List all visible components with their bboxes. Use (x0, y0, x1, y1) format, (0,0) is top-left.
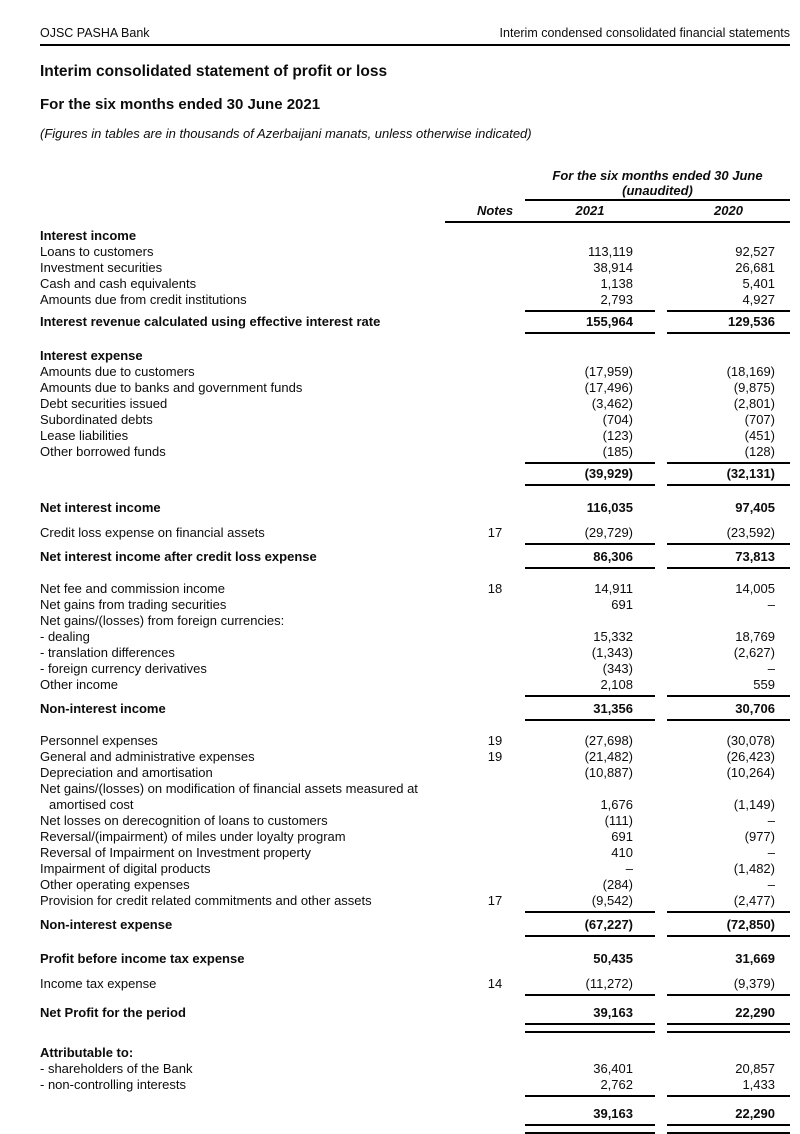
statement-row (40, 613, 790, 629)
period-header: For the six months ended 30 June (unaudited) (525, 168, 790, 198)
row-label: Attributable to: (40, 1045, 134, 1060)
row-label: General and administrative expenses (40, 749, 255, 764)
value-2021: 2,108 (600, 677, 633, 692)
value-2021: 39,163 (593, 1005, 633, 1020)
value-2020: (23,592) (726, 525, 775, 540)
value-2021: 2,762 (600, 1077, 633, 1092)
statement-row (40, 314, 790, 330)
value-2020: (26,423) (726, 749, 775, 764)
value-2021: – (625, 861, 633, 876)
value-2020: (1,482) (733, 861, 775, 876)
statement-row (40, 813, 790, 829)
statement-row (40, 466, 790, 482)
row-label: Reversal of Impairment on Investment property (40, 845, 311, 860)
bank-name: OJSC PASHA Bank (40, 26, 150, 40)
row-label: Impairment of digital products (40, 861, 211, 876)
value-2020: (451) (744, 428, 775, 443)
col-header-2021: 2021 (575, 203, 605, 218)
value-2021: (9,542) (591, 893, 633, 908)
statement-row (40, 380, 790, 396)
row-label: Personnel expenses (40, 733, 158, 748)
value-2020: (18,169) (726, 364, 775, 379)
statement-row (40, 893, 790, 909)
rule-line (40, 1093, 790, 1099)
row-label: - shareholders of the Bank (40, 1061, 193, 1076)
statement-row (40, 597, 790, 613)
row-label: Profit before income tax expense (40, 951, 245, 966)
row-label: - translation differences (40, 645, 175, 660)
value-2020: 129,536 (728, 314, 775, 329)
row-label: Cash and cash equivalents (40, 276, 197, 291)
rule-line (40, 565, 790, 571)
value-2021: 38,914 (593, 260, 633, 275)
statement-row (40, 428, 790, 444)
value-2021: (343) (602, 661, 633, 676)
rule-line (40, 1122, 790, 1134)
row-label: Amounts due to customers (40, 364, 195, 379)
value-2020: – (767, 877, 775, 892)
row-label: Amounts due from credit institutions (40, 292, 247, 307)
statement-row (40, 661, 790, 677)
row-label: - non-controlling interests (40, 1077, 186, 1092)
rule-line (40, 482, 790, 488)
value-2020: (1,149) (733, 797, 775, 812)
row-label: - foreign currency derivatives (40, 661, 207, 676)
value-2020: 14,005 (735, 581, 775, 596)
row-label: Interest income (40, 228, 137, 243)
row-label: Credit loss expense on financial assets (40, 525, 265, 540)
value-2020: (32,131) (726, 466, 775, 481)
value-2020: – (767, 597, 775, 612)
value-2020: 18,769 (735, 629, 775, 644)
value-2020: – (767, 845, 775, 860)
value-2020: 5,401 (742, 276, 775, 291)
row-label: Non-interest expense (40, 917, 173, 932)
units-note: (Figures in tables are in thousands of Azerbaijani manats, unless otherwise indicated) (40, 126, 532, 141)
value-2021: 691 (611, 597, 633, 612)
row-label: Investment securities (40, 260, 163, 275)
row-label: - dealing (40, 629, 90, 644)
value-2020: 73,813 (735, 549, 775, 564)
statement-row (40, 733, 790, 749)
statement-row (40, 1061, 790, 1077)
row-label: Reversal/(impairment) of miles under loyalty program (40, 829, 346, 844)
value-2020: (72,850) (726, 917, 775, 932)
statement-row (40, 348, 790, 364)
statement-row (40, 781, 790, 813)
row-note-ref: 19 (487, 733, 503, 748)
value-2020: (10,264) (726, 765, 775, 780)
statement-row (40, 861, 790, 877)
row-label: Net gains from trading securities (40, 597, 227, 612)
row-note-ref: 19 (487, 749, 503, 764)
statement-row (40, 1005, 790, 1021)
value-2021: (111) (604, 813, 633, 828)
unaudited-label: (unaudited) (622, 183, 693, 198)
rule-line (40, 1021, 790, 1033)
value-2021: (284) (602, 877, 633, 892)
value-2020: – (767, 661, 775, 676)
value-2021: (704) (602, 412, 633, 427)
statement-row (40, 1106, 790, 1122)
statement-row (40, 629, 790, 645)
value-2021: 155,964 (586, 314, 633, 329)
value-2020: (977) (744, 829, 775, 844)
statement-row (40, 976, 790, 992)
statement-row (40, 581, 790, 597)
row-note-ref: 17 (487, 893, 503, 908)
rule-line (40, 693, 790, 699)
rule-line (40, 933, 790, 939)
value-2020: 92,527 (735, 244, 775, 259)
value-2021: 1,138 (600, 276, 633, 291)
value-2020: 559 (753, 677, 775, 692)
row-note-ref: 18 (487, 581, 503, 596)
row-note-ref: 14 (487, 976, 503, 991)
value-2020: (2,801) (733, 396, 775, 411)
rule-line (40, 330, 790, 336)
statement-row (40, 260, 790, 276)
row-label: Net losses on derecognition of loans to customers (40, 813, 328, 828)
value-2020: 31,669 (735, 951, 775, 966)
statement-row (40, 500, 790, 516)
row-note-ref: 17 (487, 525, 503, 540)
col-header-2020: 2020 (714, 203, 743, 218)
row-label: Other income (40, 677, 119, 692)
value-2021: 31,356 (593, 701, 633, 716)
statement-title: Interim consolidated statement of profit or loss (40, 63, 388, 80)
statement-row (40, 829, 790, 845)
value-2020: 1,433 (742, 1077, 775, 1092)
value-2021: (67,227) (584, 917, 633, 932)
statement-row (40, 701, 790, 717)
row-label: Depreciation and amortisation (40, 765, 213, 780)
row-label: Loans to customers (40, 244, 154, 259)
value-2020: (707) (744, 412, 775, 427)
statement-row (40, 228, 790, 244)
statement-row (40, 292, 790, 308)
statement-row (40, 749, 790, 765)
col-header-notes: Notes (476, 203, 514, 218)
value-2020: 97,405 (735, 500, 775, 515)
row-label: Net gains/(losses) from foreign currencies: (40, 613, 285, 628)
row-label: Debt securities issued (40, 396, 168, 411)
value-2021: (3,462) (591, 396, 633, 411)
row-label: Income tax expense (40, 976, 157, 991)
value-2020: – (767, 813, 775, 828)
row-label: Provision for credit related commitments and other assets (40, 893, 372, 908)
statement-row (40, 877, 790, 893)
column-header-row (40, 203, 790, 219)
row-label: Other borrowed funds (40, 444, 166, 459)
value-2021: (10,887) (584, 765, 633, 780)
value-2021: (11,272) (585, 976, 633, 991)
value-2021: 1,676 (600, 797, 633, 812)
value-2021: 50,435 (593, 951, 633, 966)
statement-row (40, 677, 790, 693)
row-label: Amounts due to banks and government funds (40, 380, 303, 395)
statement-row (40, 917, 790, 933)
value-2020: (9,875) (733, 380, 775, 395)
value-2020: 30,706 (735, 701, 775, 716)
statement-row (40, 845, 790, 861)
row-label: Net interest income (40, 500, 161, 515)
statement-row (40, 525, 790, 541)
value-2021: 2,793 (600, 292, 633, 307)
row-label: Net interest income after credit loss expense (40, 549, 317, 564)
statement-row (40, 645, 790, 661)
value-2021: 14,911 (594, 581, 633, 596)
statement-period: For the six months ended 30 June 2021 (40, 96, 321, 113)
rule-line (40, 992, 790, 998)
value-2021: (27,698) (584, 733, 633, 748)
statement-row (40, 244, 790, 260)
statement-row (40, 396, 790, 412)
statement-row (40, 1077, 790, 1093)
value-2020: 26,681 (735, 260, 775, 275)
report-type: Interim condensed consolidated financial statements (499, 26, 790, 40)
statement-row (40, 412, 790, 428)
value-2021: 116,035 (586, 500, 633, 515)
value-2020: (30,078) (726, 733, 775, 748)
row-label: Non-interest income (40, 701, 166, 716)
column-header-rule (40, 219, 790, 225)
statement-row (40, 549, 790, 565)
value-2021: (17,959) (584, 364, 633, 379)
row-label: Other operating expenses (40, 877, 190, 892)
value-2021: 410 (611, 845, 633, 860)
rule-line (40, 909, 790, 915)
row-label: Net gains/(losses) on modification of financial assets measured at amortised cost (40, 781, 418, 812)
row-label: Net fee and commission income (40, 581, 225, 596)
statement-row (40, 765, 790, 781)
statement-row (40, 1045, 790, 1061)
statement-row (40, 276, 790, 292)
row-label: Lease liabilities (40, 428, 129, 443)
value-2021: (29,729) (584, 525, 633, 540)
value-2020: (128) (744, 444, 775, 459)
value-2021: 36,401 (593, 1061, 633, 1076)
period-header-row (40, 168, 790, 198)
row-label: Interest expense (40, 348, 143, 363)
value-2021: (39,929) (584, 466, 633, 481)
statement-row (40, 444, 790, 460)
row-label: Interest revenue calculated using effective interest rate (40, 314, 381, 329)
value-2020: (9,379) (733, 976, 775, 991)
value-2020: (2,477) (733, 893, 775, 908)
value-2020: 20,857 (735, 1061, 775, 1076)
value-2021: 39,163 (593, 1106, 633, 1121)
value-2021: (1,343) (591, 645, 633, 660)
rule-line (40, 541, 790, 547)
value-2020: 4,927 (742, 292, 775, 307)
row-label: Net Profit for the period (40, 1005, 186, 1020)
value-2021: (21,482) (584, 749, 633, 764)
value-2020: 22,290 (735, 1106, 775, 1121)
value-2021: 113,119 (587, 244, 633, 259)
value-2020: 22,290 (735, 1005, 775, 1020)
value-2021: 691 (611, 829, 633, 844)
value-2021: 15,332 (593, 629, 633, 644)
value-2021: (17,496) (584, 380, 633, 395)
statement-rows (40, 228, 790, 1134)
value-2020: (2,627) (733, 645, 775, 660)
statement-row (40, 364, 790, 380)
value-2021: (123) (602, 428, 633, 443)
row-label: Subordinated debts (40, 412, 153, 427)
running-header (40, 26, 790, 46)
profit-loss-table (40, 168, 790, 1134)
value-2021: 86,306 (593, 549, 633, 564)
value-2021: (185) (602, 444, 633, 459)
rule-line (40, 717, 790, 723)
statement-row (40, 951, 790, 967)
